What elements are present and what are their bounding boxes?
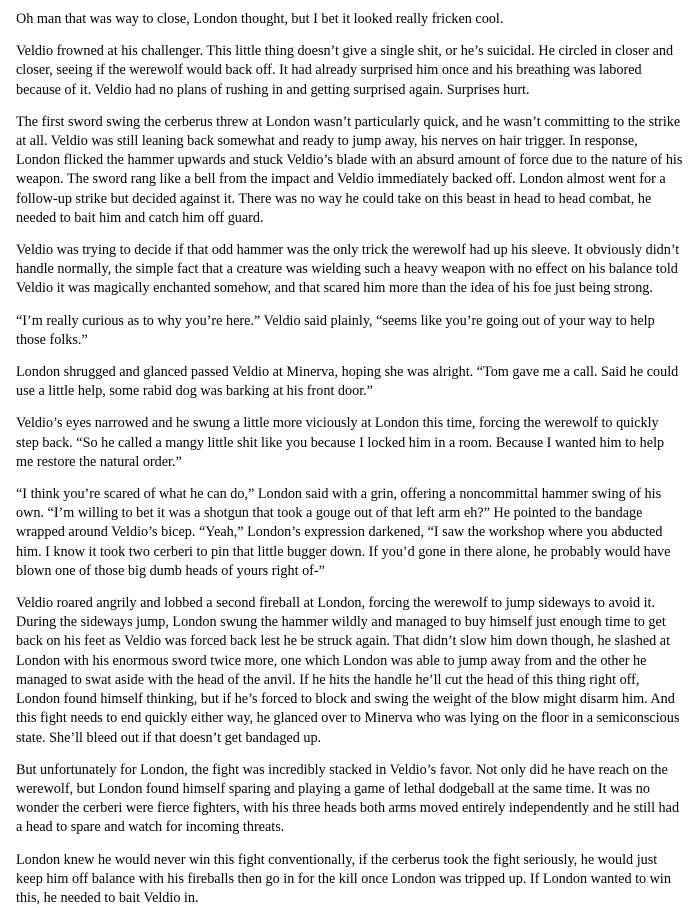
paragraph-7: Veldio’s eyes narrowed and he swung a little more viciously at London this time, forcing the werewolf to quickly step back. “So he called a mangy little shit like you because I locked him in a room. Because I wanted him to help me restore the natural order.” — [16, 415, 665, 470]
paragraph-1: Oh man that was way to close, London thought, but I bet it looked really fricken cool. — [16, 11, 504, 27]
paragraph-6: London shrugged and glanced passed Veldio at Minerva, hoping she was alright. “Tom gave me a call. Said he could use a little help, some rabid dog was barking at his front door.” — [16, 364, 679, 400]
paragraph-10: But unfortunately for London, the fight was incredibly stacked in Veldio’s favor. Not only did he have reach on the werewolf, but London found himself sparing and playing a game of lethal dodgeball at the same time. It was no wonder the cerberi were fierce fighters, with his three heads both arms moved entirely independently and he still had a head to spare and watch for incoming threats. — [16, 761, 680, 836]
paragraph-3: The first sword swing the cerberus threw at London wasn’t particularly quick, and he wasn’t committing to the strike at all. Veldio was still leaning back somewhat and ready to jump away, his nerves on hair trigger. In response, London flicked the hammer upwards and stuck Veldio’s blade with an absurd amount of force due to the nature of his weapon. The sword rang like a bell from the impact and Veldio immediately backed off. London almost went for a follow-up strike but decided against it. There was no way he could take on this beast in head to head combat, he needed to bait him and catch him off guard. — [16, 113, 683, 226]
paragraph-8: “I think you’re scared of what he can do,” London said with a grin, offering a noncommittal hammer swing of his own. “I’m willing to bet it was a shotgun that took a gouge out of that left arm eh?” He pointed to the bandage wrapped around Veldio’s bicep. “Yeah,” London’s expression darkened, “I saw the workshop where you abducted him. I know it took two cerberi to pin that little bugger down. If you’d gone in there alone, he probably would have blown one of those big dumb heads of yours right of-” — [16, 486, 671, 579]
paragraph-11: London knew he would never win this fight conventionally, if the cerberus took the fight seriously, he would just keep him off balance with his fireballs then go in for the kill once London was tripped up. If London wanted to win this, he needed to bait Veldio in. — [16, 851, 671, 906]
paragraph-5: “I’m really curious as to why you’re here.” Veldio said plainly, “seems like you’re going out of your way to help those folks.” — [16, 312, 655, 348]
paragraph-4: Veldio was trying to decide if that odd hammer was the only trick the werewolf had up his sleeve. It obviously didn’t handle normally, the simple fact that a creature was wielding such a heavy weapon with no effect on his balance told Veldio it was magically enchanted somehow, and that scared him more than the idea of his foe just being strong. — [16, 242, 680, 297]
paragraph-2: Veldio frowned at his challenger. This little thing doesn’t give a single shit, or he’s suicidal. He circled in closer and closer, seeing if the werewolf would back off. It had already surprised him once and his breathing was labored because of it. Veldio had no plans of rushing in and getting surprised again. Surprises hurt. — [16, 43, 674, 98]
paragraph-9: Veldio roared angrily and lobbed a second fireball at London, forcing the werewolf to jump sideways to avoid it. During the sideways jump, London swung the hammer wildly and managed to buy himself just enough time to get back on his feet as Veldio was forced back lest he be struck again. That didn’t slow him down though, he slashed at London with his enormous sword twice more, one which London was able to jump away from and the other he managed to swat aside with the head of the anvil. If he hits the handle he’ll cut the head of this thing right off, London found himself thinking, but if he’s forced to block and swing the weight of the blow might disarm him. And this fight needs to end quickly either way, he glanced over to Minerva who was lying on the floor in a semiconscious state. She’ll bleed out if that doesn’t get bandaged up. — [16, 595, 680, 746]
